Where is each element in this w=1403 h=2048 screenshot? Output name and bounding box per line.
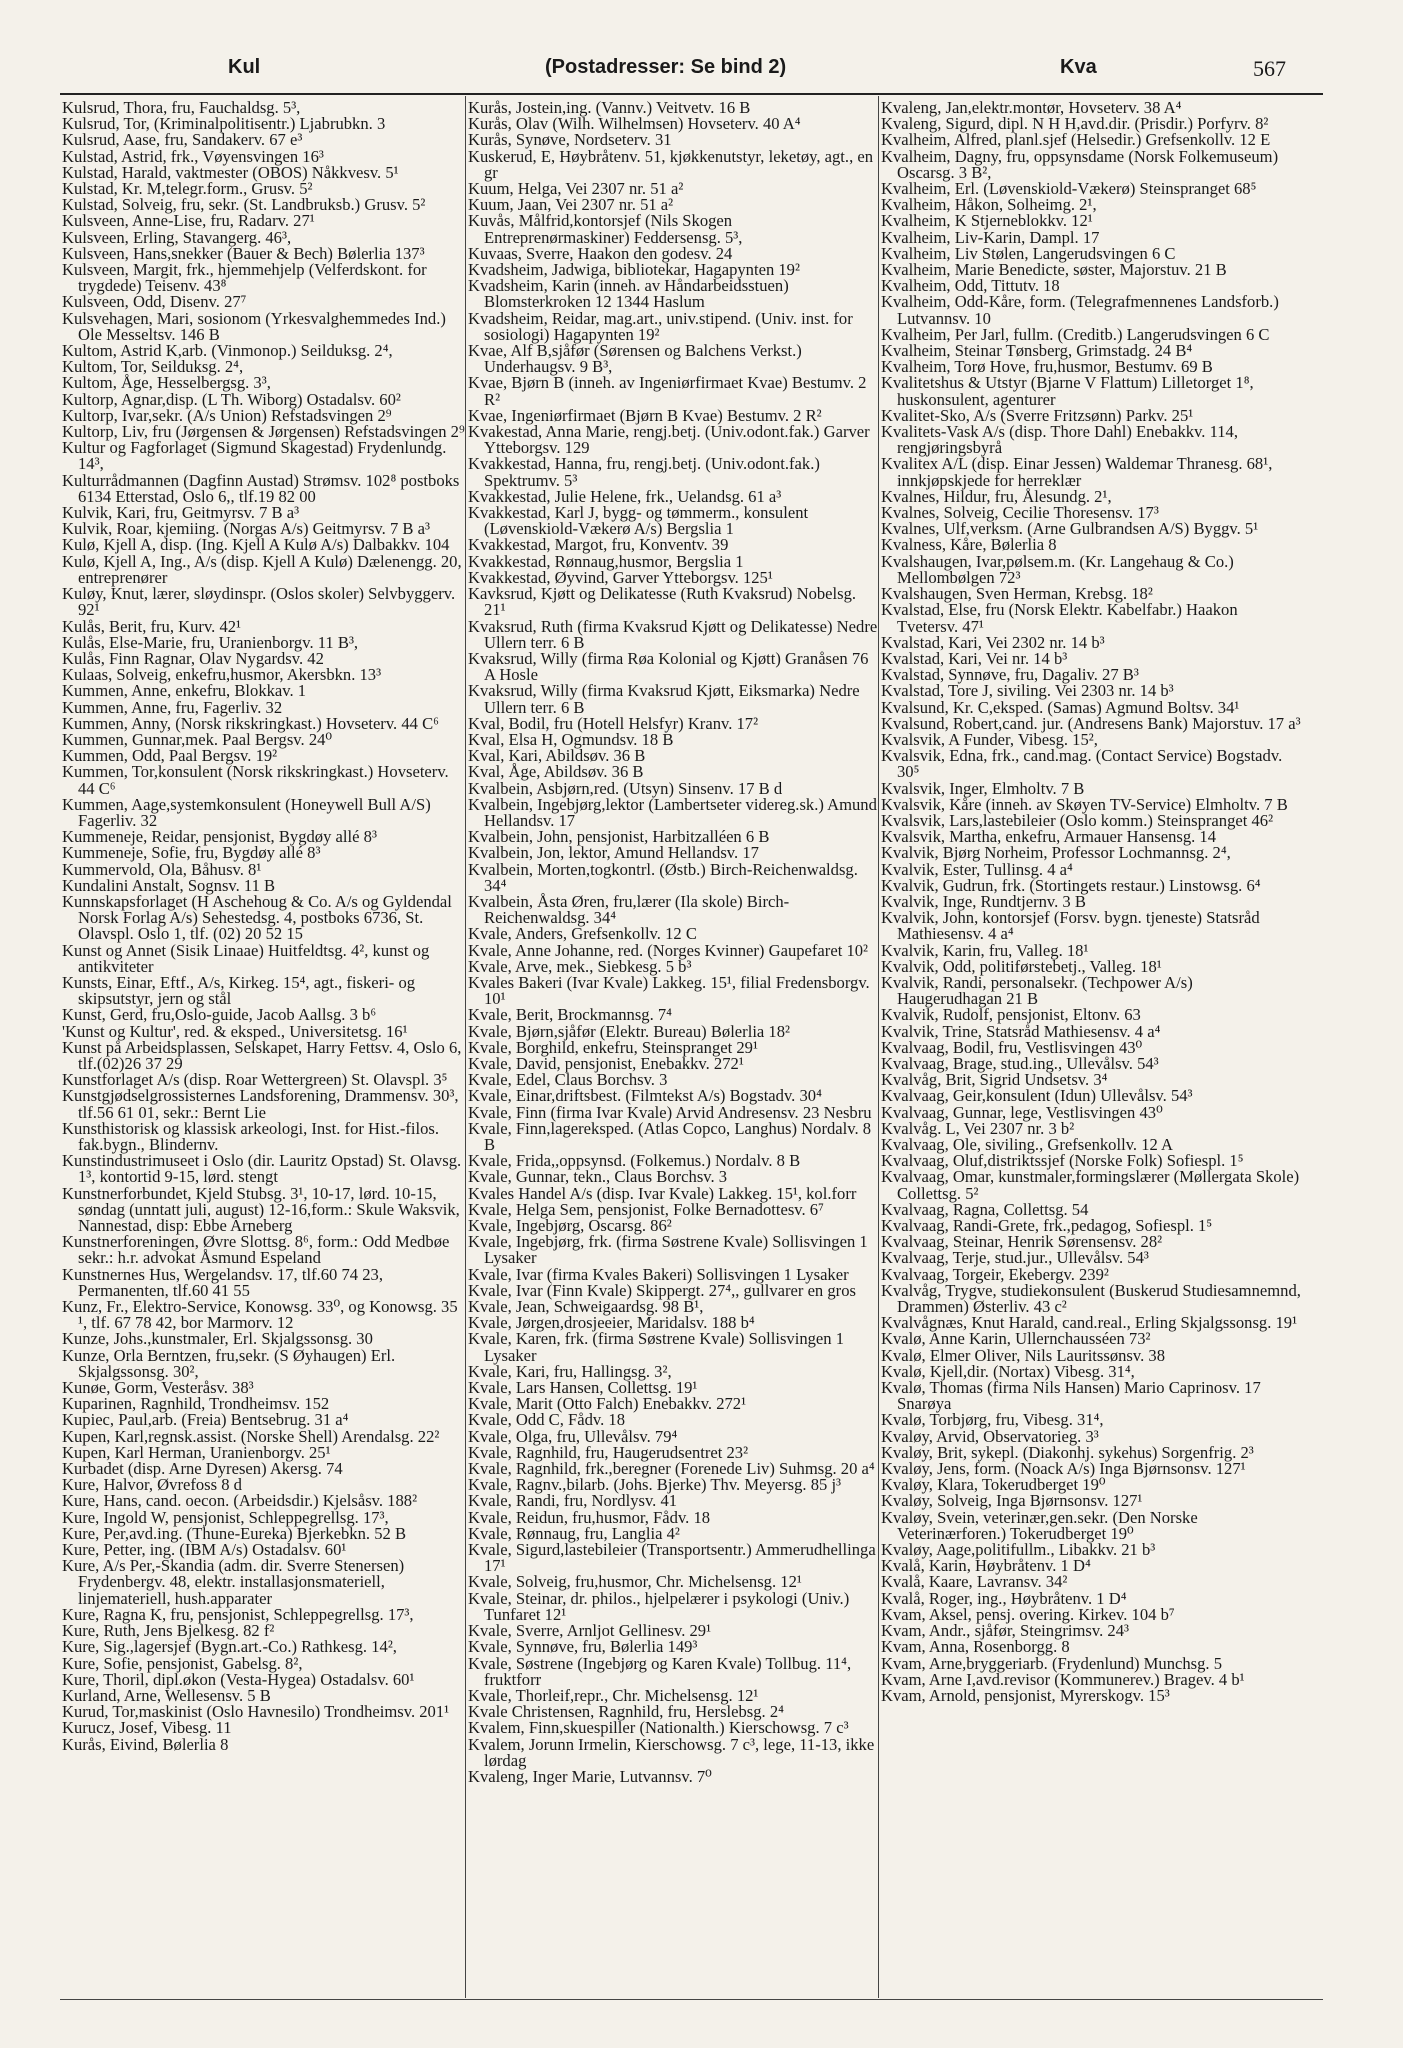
directory-entry: Kvalshaugen, Sven Herman, Krebsg. 18² [881,584,1153,604]
directory-entry: Kvalvaag, Brage, stud.ing., Ullevålsv. 54³ [881,1053,1159,1073]
directory-entry: Kvalvaag, Omar, kunstmaler,formingslærer (Møllergata Skole) Collettsg. 5² [881,1167,1300,1203]
directory-entry: Kvalsvik, Edna, frk., cand.mag. (Contact Service) Bogstadv. 30⁵ [881,746,1283,782]
directory-entry: Kvalvik, Gudrun, frk. (Stortingets restaur.) Linstowsg. 6⁴ [881,875,1261,895]
directory-entry: Kvalem, Finn,skuespiller (Nationalth.) Kierschowsg. 7 c³ [468,1718,849,1738]
directory-entry: Kvale, Finn (firma Ivar Kvale) Arvid Andresensv. 23 Nesbru [468,1102,872,1122]
directory-entry: Kavksrud, Kjøtt og Delikatesse (Ruth Kvaksrud) Nobelsg. 21¹ [468,584,857,620]
directory-entry: Kvadsheim, Jadwiga, bibliotekar, Hagapynten 19² [468,260,800,280]
directory-entry: Kvale, Finn,lagereksped. (Atlas Copco, Langhus) Nordalv. 8 B [468,1118,872,1154]
directory-entry: Kvalheim, Erl. (Løvenskiold-Vækerø) Steinspranget 68⁵ [881,179,1257,199]
directory-entry: Kunze, Johs.,kunstmaler, Erl. Skjalgssonsg. 30 [62,1329,373,1349]
directory-entry: Kvalvaag, Oluf,distriktssjef (Norske Folk) Sofiespl. 1⁵ [881,1151,1244,1171]
directory-entry: Kvaksrud, Willy (firma Røa Kolonial og Kjøtt) Granåsen 76 A Hosle [468,648,869,685]
directory-entry: Kvalbein, Asbjørn,red. (Utsyn) Sinsenv. 17 B d [468,778,783,798]
directory-entry: Kulås, Berit, fru, Kurv. 42¹ [62,616,242,636]
directory-entry: Kulås, Else-Marie, fru, Uranienborgv. 11 B³, [62,632,359,652]
directory-entry: Kvale, Edel, Claus Borchsv. 3 [468,1070,668,1090]
directory-entry: Kvalvik, Inge, Rundtjernv. 3 B [881,891,1086,911]
directory-entry: Kvale, Gunnar, tekn., Claus Borchsv. 3 [468,1167,728,1187]
directory-entry: Kvalvaag, Terje, stud.jur., Ullevålsv. 54³ [881,1248,1149,1268]
directory-entry: Kvale, Arve, mek., Siebkesg. 5 b³ [468,956,692,976]
directory-entry: Kunstindustrimuseet i Oslo (dir. Lauritz Opstad) St. Olavsg. 1³, kontortid 9-15, lørd. stengt [62,1151,462,1187]
directory-entry: Kvale, Solveig, fru,husmor, Chr. Michelsensg. 12¹ [468,1572,802,1592]
directory-entry: Kvale, Ivar (firma Kvales Bakeri) Sollisvingen 1 Lysaker [468,1264,849,1284]
directory-entry: Kulsvehagen, Mari, sosionom (Yrkesvalghemmedes Ind.) Ole Messeltsv. 146 B [62,308,446,344]
directory-entry: Kvalvåg, Brit, Sigrid Undsetsv. 3⁴ [881,1070,1108,1090]
directory-entry: Kvakkestad, Øyvind, Garver Ytteborgsv. 125¹ [468,567,773,587]
directory-entry: Kvalå, Roger, ing., Høybråtenv. 1 D⁴ [881,1588,1127,1608]
directory-entry: Kvale, Einar,driftsbest. (Filmtekst A/s) Bogstadv. 30⁴ [468,1086,822,1106]
directory-entry: Kuum, Helga, Vei 2307 nr. 51 a² [468,179,684,199]
directory-entry: Kvalheim, Dagny, fru, oppsynsdame (Norsk Folkemuseum) Oscarsg. 3 B², [881,146,1279,182]
directory-entry: Kunsthistorisk og klassisk arkeologi, Inst. for Hist.-filos. fak.bygn., Blindernv. [62,1118,440,1154]
directory-entry: Kvalnes, Hildur, fru, Ålesundg. 2¹, [881,486,1112,506]
directory-entry: Kvalheim, Marie Benedicte, søster, Majorstuv. 21 B [881,260,1227,280]
directory-entry: Kvales Handel A/s (disp. Ivar Kvale) Lakkeg. 15¹, kol.forr [468,1183,857,1203]
directory-entry: Kvale, Rønnaug, fru, Langlia 4² [468,1523,680,1543]
directory-entry: Kulsrud, Thora, fru, Fauchaldsg. 5³, [62,100,301,117]
directory-entry: Kvalvaag, Ragna, Collettsg. 54 [881,1199,1089,1219]
directory-entry: Kvadsheim, Karin (inneh. av Håndarbeidsstuen) Blomsterkroken 12 1344 Haslum [468,276,789,312]
directory-entry: Kvale, Helga Sem, pensjonist, Folke Bernadottesv. 6⁷ [468,1199,824,1219]
directory-entry: Kvalshaugen, Ivar,pølsem.m. (Kr. Langehaug & Co.) Mellombølgen 72³ [881,551,1234,587]
directory-entry: Kulvik, Roar, kjemiing. (Norgas A/s) Geitmyrsv. 7 B a³ [62,519,430,539]
directory-entry: Kulstad, Kr. M,telegr.form., Grusv. 5² [62,179,313,199]
header-left-guideword: Kul [228,56,261,78]
directory-entry: Kulsveen, Erling, Stavangerg. 46³, [62,227,292,247]
directory-entry: Kurland, Arne, Wellesensv. 5 B [62,1685,271,1705]
directory-entry: Kurbadet (disp. Arne Dyresen) Akersg. 74 [62,1459,343,1479]
directory-entry: Kvalitet-Sko, A/s (Sverre Fritzsønn) Parkv. 25¹ [881,405,1194,425]
directory-entry: Kvalitets-Vask A/s (disp. Thore Dahl) Enebakkv. 114, rengjøringsbyrå [881,422,1239,458]
directory-entry: Kure, Ingold W, pensjonist, Schleppegrellsg. 17³, [62,1507,389,1527]
directory-entry: Kultom, Åge, Hesselbergsg. 3³, [62,373,271,393]
directory-entry: Kvalheim, Liv-Karin, Dampl. 17 [881,227,1100,247]
directory-entry: Kvalstad, Kari, Vei nr. 14 b³ [881,648,1068,668]
directory-entry: Kulås, Finn Ragnar, Olav Nygardsv. 42 [62,648,324,668]
directory-entry: Kundalini Anstalt, Sognsv. 11 B [62,875,276,895]
directory-entry: Kvalheim, Steinar Tønsberg, Grimstadg. 24 B⁴ [881,341,1193,361]
directory-entry: Kummen, Anne, enkefru, Blokkav. 1 [62,681,307,701]
directory-entry: Kvaksrud, Willy (firma Kvaksrud Kjøtt, Eiksmarka) Nedre Ullern terr. 6 B [468,681,860,717]
directory-entry: Kvale, Odd C, Fådv. 18 [468,1410,626,1430]
directory-entry: Kvalvaag, Bodil, fru, Vestlisvingen 43⁰ [881,1037,1143,1057]
directory-entry: Kvadsheim, Reidar, mag.art., univ.stipend. (Univ. inst. for sosiologi) Hagapynten 19² [468,308,853,344]
directory-entry: Kvaløy, Arvid, Observatorieg. 3³ [881,1426,1099,1446]
directory-entry: Kvale, Sigurd,lastebileier (Transportsentr.) Ammerudhellinga 17¹ [468,1540,876,1576]
directory-entry: 'Kunst og Kultur', red. & eksped., Universitetsg. 16¹ [62,1021,408,1041]
directory-entry: Kulø, Kjell A, Ing., A/s (disp. Kjell A Kulø) Dælenengg. 20, entreprenører [62,551,462,587]
directory-entry: Kvalstad, Tore J, siviling. Vei 2303 nr. 14 b³ [881,681,1174,701]
directory-entry: Kvalsvik, Martha, enkefru, Armauer Hansensg. 14 [881,827,1217,847]
directory-entry: Kultom, Astrid K,arb. (Vinmonop.) Seilduksg. 2⁴, [62,341,393,361]
directory-entry: Kvale, Ragnv.,bilarb. (Johs. Bjerke) Thv. Meyersg. 85 j³ [468,1475,842,1495]
directory-entry: Kvaleng, Jan,elektr.montør, Hovseterv. 38 A⁴ [881,100,1182,117]
directory-entry: Kvaløy, Svein, veterinær,gen.sekr. (Den Norske Veterinærforen.) Tokerudberget 19⁰ [881,1507,1198,1543]
directory-entry: Kvale, Jørgen,drosjeeier, Maridalsv. 188 b⁴ [468,1313,755,1333]
directory-entry: Kvalsund, Robert,cand. jur. (Andresens Bank) Majorstuv. 17 a³ [881,713,1301,733]
directory-entry: Kvalheim, Torø Hove, fru,husmor, Bestumv. 69 B [881,357,1213,377]
directory-entry: Kvale Christensen, Ragnhild, fru, Herslebsg. 2⁴ [468,1702,784,1722]
directory-entry: Kvam, Arne I,avd.revisor (Kommunerev.) Bragev. 4 b¹ [881,1669,1245,1689]
column-3 [881,100,1301,2000]
directory-entry: Kvalvik, Ester, Tullinsg. 4 a⁴ [881,859,1073,879]
directory-entry: Kvaløy, Jens, form. (Noack A/s) Inga Bjørnsonsv. 127¹ [881,1459,1246,1479]
directory-entry: Kupen, Karl Herman, Uranienborgv. 25¹ [62,1442,331,1462]
directory-entry: Kvalsvik, Kåre (inneh. av Skøyen TV-Service) Elmholtv. 7 B [881,794,1288,814]
directory-entry: Kultom, Tor, Seilduksg. 2⁴, [62,357,244,377]
directory-entry: Kvalem, Jorunn Irmelin, Kierschowsg. 7 c³, lege, 11-13, ikke lørdag [468,1734,875,1770]
directory-entry: Kulstad, Harald, vaktmester (OBOS) Nåkkvesv. 5¹ [62,162,399,182]
directory-entry: Kvaløy, Brit, sykepl. (Diakonhj. sykehus) Sorgenfrig. 2³ [881,1442,1254,1462]
column-divider [878,96,879,1998]
directory-entry: Kvakkestad, Margot, fru, Konventv. 39 [468,535,729,555]
directory-entry: Kvale, Karen, frk. (firma Søstrene Kvale) Sollisvingen 1 Lysaker [468,1329,845,1365]
directory-entry: Kvale, Reidun, fru,husmor, Fådv. 18 [468,1507,711,1527]
directory-entry: Kure, Ruth, Jens Bjelkesg. 82 f² [62,1621,275,1641]
directory-entry: Kvae, Bjørn B (inneh. av Ingeniørfirmaet Kvae) Bestumv. 2 R² [468,373,867,409]
page-number: 567 [1253,56,1286,81]
directory-entry: Kvalbein, Morten,togkontrl. (Østb.) Birch-Reichenwaldsg. 34⁴ [468,859,858,895]
directory-entry: Kure, Sofie, pensjonist, Gabelsg. 8², [62,1653,303,1673]
directory-entry: Kvalvaag, Gunnar, lege, Vestlisvingen 43⁰ [881,1102,1163,1122]
directory-entry: Kunst på Arbeidsplassen, Selskapet, Harry Fettsv. 4, Oslo 6, tlf.(02)26 37 29 [62,1037,462,1073]
directory-entry: Kummen, Gunnar,mek. Paal Bergsv. 24⁰ [62,729,333,749]
directory-entry: Kunze, Orla Berntzen, fru,sekr. (S Øyhaugen) Erl. Skjalgssonsg. 30², [62,1345,396,1381]
directory-entry: Kulsveen, Margit, frk., hjemmehjelp (Velferdskont. for trygdede) Teisenv. 43⁸ [62,260,427,296]
directory-entry: Kvalheim, Odd, Tittutv. 18 [881,276,1060,296]
directory-entry: Kvae, Ingeniørfirmaet (Bjørn B Kvae) Bestumv. 2 R² [468,405,822,425]
directory-entry: Kummervold, Ola, Båhusv. 8¹ [62,859,262,879]
directory-entry: Kvalø, Thomas (firma Nils Hansen) Mario Caprinosv. 17 Snarøya [881,1378,1261,1414]
directory-entry: Kunnskapsforlaget (H Aschehoug & Co. A/s og Gyldendal Norsk Forlag A/s) Sehestedsg. 4, postboks 6736, St. Olavspl. Oslo 1, tlf. (02) 20 52 15 [62,891,452,944]
directory-entry: Kvale, Borghild, enkefru, Steinspranget 29¹ [468,1037,758,1057]
directory-entry: Kure, Hans, cand. oecon. (Arbeidsdir.) Kjelsåsv. 188² [62,1491,418,1511]
directory-entry: Kvaløy, Aage,politifullm., Libakkv. 21 b³ [881,1540,1156,1560]
directory-entry: Kvale, Anne Johanne, red. (Norges Kvinner) Gaupefaret 10² [468,940,869,960]
directory-entry: Kvalsvik, Inger, Elmholtv. 7 B [881,778,1085,798]
directory-entry: Kure, Thoril, dipl.økon (Vesta-Hygea) Ostadalsv. 60¹ [62,1669,415,1689]
directory-entry: Kuløy, Knut, lærer, sløydinspr. (Oslos skoler) Selvbyggerv. 92¹ [62,584,456,620]
directory-entry: Kummen, Anne, fru, Fagerliv. 32 [62,697,283,717]
directory-entry: Kvale, Steinar, dr. philos., hjelpelærer i psykologi (Univ.) Tunfaret 12¹ [468,1588,850,1624]
directory-entry: Kummen, Aage,systemkonsulent (Honeywell Bull A/S) Fagerliv. 32 [62,794,431,830]
directory-entry: Kulsveen, Anne-Lise, fru, Radarv. 27¹ [62,211,315,231]
directory-entry: Kvalbein, Jon, lektor, Amund Hellandsv. 17 [468,843,759,863]
directory-entry: Kvaleng, Inger Marie, Lutvannsv. 7⁰ [468,1766,712,1786]
directory-entry: Kulturrådmannen (Dagfinn Austad) Strømsv. 102⁸ postboks 6134 Etterstad, Oslo 6,, tlf.19 82 00 [62,470,460,506]
directory-entry: Kvalstad, Synnøve, fru, Dagaliv. 27 B³ [881,665,1139,685]
directory-entry: Kvale, Ingebjørg, Oscarsg. 86² [468,1216,672,1236]
directory-entry: Kvalvaag, Randi-Grete, frk.,pedagog, Sofiespl. 1⁵ [881,1216,1213,1236]
directory-entry: Kvakestad, Anna Marie, rengj.betj. (Univ.odont.fak.) Garver Ytteborgsv. 129 [468,422,870,458]
header-center-note: (Postadresser: Se bind 2) [545,56,787,78]
directory-entry: Kvalvaag, Torgeir, Ekebergv. 239² [881,1264,1109,1284]
directory-entry: Kulsveen, Odd, Disenv. 27⁷ [62,292,247,312]
directory-entry: Kvalå, Kaare, Lavransv. 34² [881,1572,1068,1592]
directory-entry: Kvae, Alf B,sjåfør (Sørensen og Balchens Verkst.) Underhaugsv. 9 B³, [468,341,802,377]
directory-entry: Kvale, Ragnhild, fru, Haugerudsentret 23² [468,1442,749,1462]
directory-entry: Kunsts, Einar, Eftf., A/s, Kirkeg. 15⁴, agt., fiskeri- og skipsutstyr, jern og stål [62,972,416,1009]
directory-entry: Kvam, Aksel, pensj. overing. Kirkev. 104 b⁷ [881,1604,1175,1624]
directory-entry: Kulsveen, Hans,snekker (Bauer & Bech) Bølerlia 137³ [62,243,425,263]
directory-entry: Kure, Per,avd.ing. (Thune-Eureka) Bjerkebkn. 52 B [62,1523,407,1543]
directory-entry: Kultorp, Ivar,sekr. (A/s Union) Refstadsvingen 2⁹ [62,405,392,425]
directory-entry: Kure, Sig.,lagersjef (Bygn.art.-Co.) Rathkesg. 14², [62,1637,397,1657]
directory-entry: Kvalheim, Alfred, planl.sjef (Helsedir.) Grefsenkollv. 12 E [881,130,1271,150]
directory-entry: Kummeneje, Sofie, fru, Bygdøy allé 8³ [62,843,321,863]
directory-entry: Kvalitetshus & Utstyr (Bjarne V Flattum) Lilletorget 1⁸, huskonsulent, agenturer [881,373,1254,409]
directory-entry: Kvalvik, Randi, personalsekr. (Techpower A/s) Haugerudhagan 21 B [881,972,1193,1009]
directory-entry: Kunstnernes Hus, Wergelandsv. 17, tlf.60 74 23, Permanenten, tlf.60 41 55 [62,1264,383,1300]
directory-entry: Kvalbein, Åsta Øren, fru,lærer (Ila skole) Birch-Reichenwaldsg. 34⁴ [468,891,790,928]
directory-entry: Kvalvågnæs, Knut Harald, cand.real., Erling Skjalgssonsg. 19¹ [881,1313,1298,1333]
directory-entry: Kvalstad, Kari, Vei 2302 nr. 14 b³ [881,632,1105,652]
directory-entry: Kvaløy, Klara, Tokerudberget 19⁰ [881,1475,1106,1495]
directory-entry: Kuparinen, Ragnhild, Trondheimsv. 152 [62,1394,330,1414]
directory-entry: Kunstforlaget A/s (disp. Roar Wettergreen) St. Olavspl. 3⁵ [62,1070,448,1090]
directory-entry: Kvakkestad, Hanna, fru, rengj.betj. (Univ.odont.fak.) Spektrumv. 5³ [468,454,820,490]
directory-entry: Kunst og Annet (Sisik Linaae) Huitfeldtsg. 4², kunst og antikviteter [62,940,430,976]
directory-entry: Kvalsund, Kr. C,eksped. (Samas) Agmund Boltsv. 34¹ [881,697,1240,717]
directory-entry: Kulvik, Kari, fru, Geitmyrsv. 7 B a³ [62,503,300,523]
directory-entry: Kvalstad, Else, fru (Norsk Elektr. Kabelfabr.) Haakon Tvetersv. 47¹ [881,600,1238,636]
directory-entry: Kval, Kari, Abildsøv. 36 B [468,746,646,766]
directory-entry: Kvale, Ragnhild, frk.,beregner (Forenede Liv) Suhmsg. 20 a⁴ [468,1459,875,1479]
directory-entry: Kval, Åge, Abildsøv. 36 B [468,762,644,782]
directory-entry: Kulø, Kjell A, disp. (Ing. Kjell A Kulø A/s) Dalbakkv. 104 [62,535,450,555]
directory-entry: Kvam, Arne,bryggeriarb. (Frydenlund) Munchsg. 5 [881,1653,1223,1673]
directory-entry: Kvale, Marit (Otto Falch) Enebakkv. 272¹ [468,1394,747,1414]
directory-entry: Kvaløy, Solveig, Inga Bjørnsonsv. 127¹ [881,1491,1143,1511]
directory-entry: Kummeneje, Reidar, pensjonist, Bygdøy allé 8³ [62,827,377,847]
directory-entry: Kvalvik, John, kontorsjef (Forsv. bygn. tjeneste) Statsråd Mathiesensv. 4 a⁴ [881,908,1260,944]
directory-entry: Kvam, Anna, Rosenborgg. 8 [881,1637,1070,1657]
directory-entry: Kvalvaag, Ole, siviling., Grefsenkollv. 12 A [881,1135,1174,1154]
directory-entry: Kvale, Ivar (Finn Kvale) Skippergt. 27⁴,, gullvarer en gros [468,1280,856,1300]
directory-entry: Kummen, Tor,konsulent (Norsk rikskringkast.) Hovseterv. 44 C⁶ [62,762,449,798]
directory-entry: Kunøe, Gorm, Vesteråsv. 38³ [62,1378,254,1398]
directory-entry: Kvalø, Kjell,dir. (Nortax) Vibesg. 31⁴, [881,1361,1135,1381]
page-header [0,56,1403,88]
directory-entry: Kulsrud, Aase, fru, Sandakerv. 67 e³ [62,130,303,150]
directory-entry: Kvakkestad, Julie Helene, frk., Uelandsg. 61 a³ [468,486,782,506]
directory-entry: Kvalheim, Per Jarl, fullm. (Creditb.) Langerudsvingen 6 C [881,324,1270,344]
directory-entry: Kurud, Tor,maskinist (Oslo Havnesilo) Trondheimsv. 201¹ [62,1702,450,1722]
directory-entry: Kure, Halvor, Øvrefoss 8 d [62,1475,242,1495]
directory-entry: Kvam, Andr., sjåfør, Steingrimsv. 24³ [881,1621,1129,1641]
directory-entry: Kval, Elsa H, Ogmundsv. 18 B [468,729,674,749]
directory-entry: Kurås, Synøve, Nordseterv. 31 [468,130,672,150]
directory-entry: Kunstgjødselgrossisternes Landsforening, Drammensv. 30³, tlf.56 61 01, sekr.: Bernt Lie [62,1086,459,1122]
directory-entry: Kvalheim, Odd-Kåre, form. (Telegrafmennenes Landsforb.) Lutvannsv. 10 [881,292,1279,328]
directory-entry: Kvalsvik, Lars,lastebileier (Oslo komm.) Steinspranget 46² [881,810,1274,830]
directory-entry: Kvalnes, Solveig, Cecilie Thoresensv. 17³ [881,503,1159,523]
directory-entry: Kurås, Jostein,ing. (Vannv.) Veitvetv. 16 B [468,100,751,117]
directory-entry: Kultorp, Liv, fru (Jørgensen & Jørgensen) Refstadsvingen 2⁹ [62,422,465,442]
directory-entry: Kultorp, Agnar,disp. (L Th. Wiborg) Ostadalsv. 60² [62,389,401,409]
directory-entry: Kvakkestad, Karl J, bygg- og tømmerm., konsulent (Løvenskiold-Vækerø A/s) Bergslia 1 [468,503,809,539]
column-divider [465,96,466,1998]
directory-entry: Kvales Bakeri (Ivar Kvale) Lakkeg. 15¹, filial Fredensborgv. 10¹ [468,972,870,1009]
directory-entry: Kvalø, Torbjørg, fru, Vibesg. 31⁴, [881,1410,1104,1430]
directory-entry: Kunz, Fr., Elektro-Service, Konowsg. 33⁰, og Konowsg. 35 ¹, tlf. 67 78 42, bor Marmorv. 12 [62,1297,458,1333]
directory-entry: Kupen, Karl,regnsk.assist. (Norske Shell) Arendalsg. 22² [62,1426,440,1446]
directory-entry: Kvale, Berit, Brockmannsg. 7⁴ [468,1005,672,1025]
directory-entry: Kvale, Kari, fru, Hallingsg. 3², [468,1361,672,1381]
directory-entry: Kurås, Eivind, Bølerlia 8 [62,1734,229,1754]
directory-entry: Kunstnerforbundet, Kjeld Stubsg. 3¹, 10-17, lørd. 10-15, søndag (unntatt juli, august) 12-16,form.: Skule Waksvik, Nannestad, disp: Ebbe Arneberg [62,1183,460,1236]
directory-entry: Kvakkestad, Rønnaug,husmor, Bergslia 1 [468,551,744,571]
directory-entry: Kurås, Olav (Wilh. Wilhelmsen) Hovseterv. 40 A⁴ [468,114,801,134]
directory-entry: Kvalheim, Håkon, Solheimg. 2¹, [881,195,1097,215]
directory-entry: Kuum, Jaan, Vei 2307 nr. 51 a² [468,195,674,215]
directory-entry: Kvale, Randi, fru, Nordlysv. 41 [468,1491,678,1511]
directory-entry: Kultur og Fagforlaget (Sigmund Skagestad) Frydenlundg. 14³, [62,438,447,474]
directory-entry: Kvale, Olga, fru, Ullevålsv. 79⁴ [468,1426,678,1446]
directory-entry: Kvalitex A/L (disp. Einar Jessen) Waldemar Thranesg. 68¹, innkjøpskjede for herreklær [881,454,1273,490]
directory-entry: Kvalvaag, Steinar, Henrik Sørensensv. 28² [881,1232,1163,1252]
directory-entry: Kvalvåg, Trygve, studiekonsulent (Buskerud Studiesamnemnd, Drammen) Østerliv. 43 c² [881,1280,1301,1317]
directory-entry: Kvalø, Elmer Oliver, Nils Lauritssønsv. 38 [881,1345,1165,1365]
directory-entry: Kuskerud, E, Høybråtenv. 51, kjøkkenutstyr, leketøy, agt., en gr [468,146,874,182]
directory-entry: Kvaksrud, Ruth (firma Kvaksrud Kjøtt og Delikatesse) Nedre Ullern terr. 6 B [468,616,878,652]
directory-entry: Kulaas, Solveig, enkefru,husmor, Akersbkn. 13³ [62,665,382,685]
header-rule [60,93,1323,95]
directory-entry: Kvale, Thorleif,repr., Chr. Michelsensg. 12¹ [468,1685,759,1705]
directory-entry: Kvale, Søstrene (Ingebjørg og Karen Kvale) Tollbug. 11⁴, fruktforr [468,1653,852,1689]
directory-entry: Kure, Ragna K, fru, pensjonist, Schleppegrellsg. 17³, [62,1604,414,1624]
directory-entry: Kummen, Odd, Paal Bergsv. 19² [62,746,278,766]
directory-entry: Kuvaas, Sverre, Haakon den godesv. 24 [468,243,733,263]
directory-entry: Kvalvik, Rudolf, pensjonist, Eltonv. 63 [881,1005,1141,1025]
directory-entry: Kvalvaag, Geir,konsulent (Idun) Ullevålsv. 54³ [881,1086,1193,1106]
column-1 [62,100,466,2000]
directory-entry: Kunst, Gerd, fru,Oslo-guide, Jacob Aallsg. 3 b⁶ [62,1005,377,1025]
directory-entry: Kvalsvik, A Funder, Vibesg. 15², [881,729,1098,749]
directory-entry: Kvalvik, Bjørg Norheim, Professor Lochmannsg. 2⁴, [881,843,1231,863]
directory-entry: Kvalvik, Karin, fru, Valleg. 18¹ [881,940,1089,960]
directory-entry: Kvalvåg. L, Vei 2307 nr. 3 b² [881,1118,1075,1138]
directory-entry: Kvaleng, Sigurd, dipl. N H H,avd.dir. (Prisdir.) Porfyrv. 8² [881,114,1269,134]
directory-entry: Kvale, Frida,,oppsynsd. (Folkemus.) Nordalv. 8 B [468,1151,801,1171]
header-right-guideword: Kva [1060,56,1097,78]
footer-rule [60,1999,1323,2000]
directory-entry: Kvale, Synnøve, fru, Bølerlia 149³ [468,1637,698,1657]
directory-entry: Kvale, Anders, Grefsenkollv. 12 C [468,924,697,944]
directory-entry: Kval, Bodil, fru (Hotell Helsfyr) Kranv. 17² [468,713,759,733]
directory-entry: Kvalvik, Odd, politiførstebetj., Valleg. 18¹ [881,956,1162,976]
directory-entry: Kure, A/s Per,-Skandia (adm. dir. Sverre Stenersen) Frydenbergv. 48, elektr. installasjonsmateriell, linjemateriell, hush.apparater [62,1556,405,1608]
directory-entry: Kure, Petter, ing. (IBM A/s) Ostadalsv. 60¹ [62,1540,347,1560]
directory-entry: Kvalnes, Ulf,verksm. (Arne Gulbrandsen A/S) Byggv. 5¹ [881,519,1259,539]
column-2 [468,100,878,2000]
directory-entry: Kvale, David, pensjonist, Enebakkv. 272¹ [468,1053,744,1073]
directory-entry: Kvalvik, Trine, Statsråd Mathiesensv. 4 a⁴ [881,1021,1161,1041]
directory-entry: Kvam, Arnold, pensjonist, Myrerskogv. 15³ [881,1685,1170,1705]
directory-entry: Kvale, Lars Hansen, Collettsg. 19¹ [468,1378,698,1398]
directory-entry: Kulstad, Solveig, fru, sekr. (St. Landbruksb.) Grusv. 5² [62,195,426,215]
directory-entry: Kvalå, Karin, Høybråtenv. 1 D⁴ [881,1556,1091,1576]
directory-entry: Kvale, Sverre, Arnljot Gellinesv. 29¹ [468,1621,712,1641]
directory-entry: Kvalbein, Ingebjørg,lektor (Lambertseter videreg.sk.) Amund Hellandsv. 17 [468,794,877,830]
directory-entry: Kulstad, Astrid, frk., Vøyensvingen 16³ [62,146,324,166]
directory-entry: Kunstnerforeningen, Øvre Slottsg. 8⁶, form.: Odd Medbøe sekr.: h.r. advokat Åsmund Espeland [62,1232,450,1268]
directory-entry: Kvale, Jean, Schweigaardsg. 98 B¹, [468,1297,704,1317]
directory-entry: Kulsrud, Tor, (Kriminalpolitisentr.) Ljabrubkn. 3 [62,114,386,134]
directory-entry: Kvalheim, Liv Stølen, Langerudsvingen 6 C [881,243,1176,263]
directory-entry: Kupiec, Paul,arb. (Freia) Bentsebrug. 31 a⁴ [62,1410,349,1430]
directory-entry: Kvalness, Kåre, Bølerlia 8 [881,535,1057,555]
directory-entry: Kvale, Bjørn,sjåfør (Elektr. Bureau) Bølerlia 18² [468,1021,791,1041]
directory-entry: Kvalø, Anne Karin, Ullernchausséen 73² [881,1329,1151,1349]
directory-entry: Kvalheim, K Stjerneblokkv. 12¹ [881,211,1093,231]
directory-entry: Kuvås, Målfrid,kontorsjef (Nils Skogen Entreprenørmaskiner) Feddersensg. 5³, [468,211,743,247]
directory-entry: Kummen, Anny, (Norsk rikskringkast.) Hovseterv. 44 C⁶ [62,713,439,733]
directory-entry: Kvale, Ingebjørg, frk. (firma Søstrene Kvale) Sollisvingen 1 Lysaker [468,1232,868,1268]
directory-entry: Kurucz, Josef, Vibesg. 11 [62,1718,232,1738]
directory-entry: Kvalbein, John, pensjonist, Harbitzalléen 6 B [468,827,770,847]
